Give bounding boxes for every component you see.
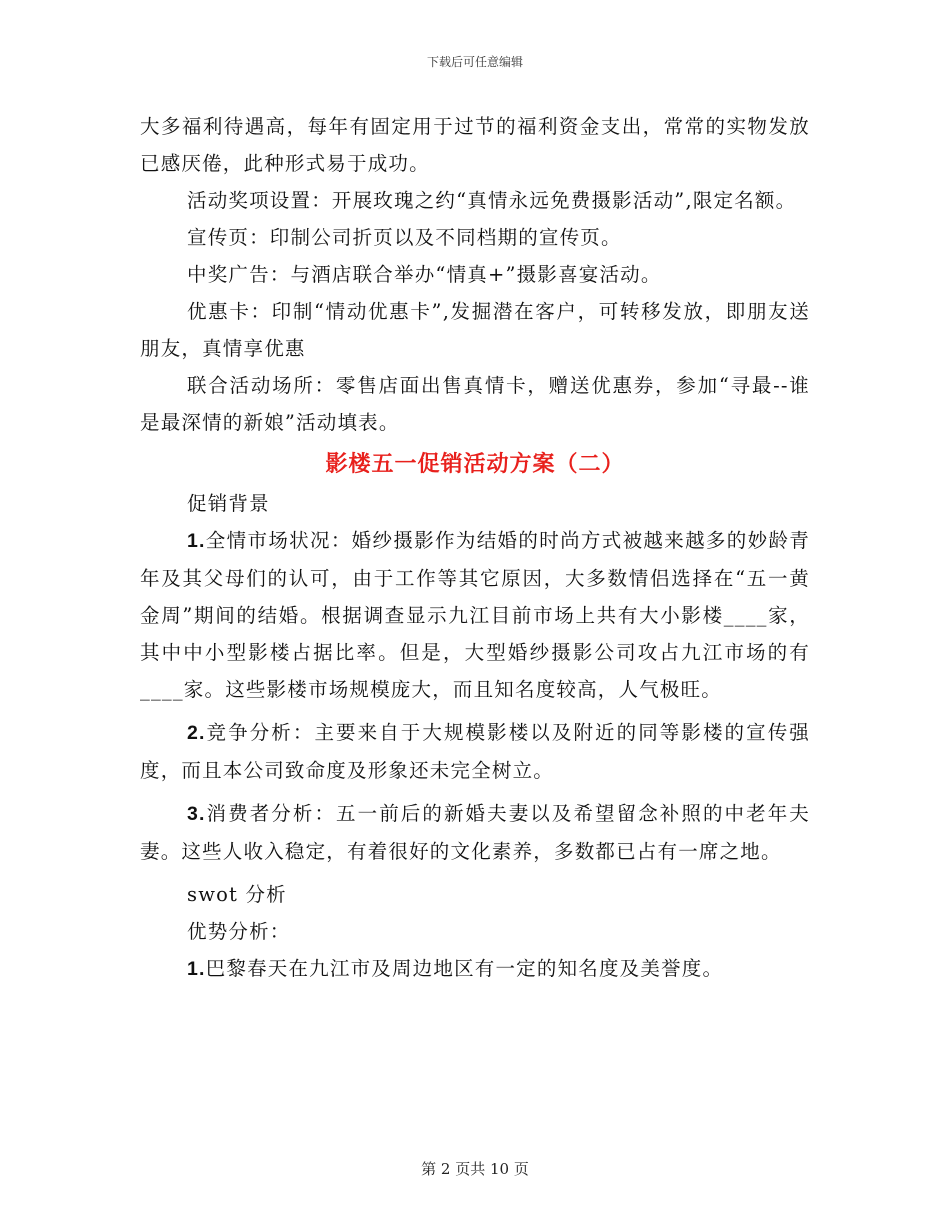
paragraph: 大多福利待遇高，每年有固定用于过节的福利资金支出，常常的实物发放已感厌倦，此种形式易于成功。 <box>140 115 810 175</box>
list-item <box>140 795 810 870</box>
item-number: 1. <box>187 958 206 980</box>
paragraph: 宣传页：印制公司折页以及不同档期的宣传页。 <box>187 226 622 249</box>
section-title: 影楼五一促销活动方案（二） <box>325 451 625 477</box>
paragraph: 联合活动场所：零售店面出售真情卡，赠送优惠券，参加“寻最--谁是最深情的新娘”活动填表。 <box>140 374 810 434</box>
paragraph: 中奖广告：与酒店联合举办“情真+”摄影喜宴活动。 <box>187 263 662 286</box>
item-text: 竞争分析：主要来自于大规模影楼以及附近的同等影楼的宣传强度，而且本公司致命度及形象还未完全树立。 <box>140 721 810 782</box>
item-text: 巴黎春天在九江市及周边地区有一定的知名度及美誉度。 <box>205 957 724 980</box>
list-item <box>140 950 810 988</box>
list-item <box>140 714 810 789</box>
item-text: 消费者分析：五一前后的新婚夫妻以及希望留念补照的中老年夫妻。这些人收入稳定，有着很好的文化素养，多数都已占有一席之地。 <box>140 802 810 863</box>
list-item <box>140 522 810 708</box>
background-heading: 促销背景 <box>187 492 270 515</box>
advantage-heading: 优势分析： <box>187 920 291 943</box>
swot-heading: swot 分析 <box>187 883 287 906</box>
item-number: 2. <box>187 722 206 744</box>
page-footer: 第 2 页共 10 页 <box>421 1160 529 1178</box>
paragraph: 优惠卡：印制“情动优惠卡”,发掘潜在客户，可转移发放，即朋友送朋友，真情享优惠 <box>140 300 810 360</box>
item-number: 1. <box>187 530 206 552</box>
page-header: 下载后可任意编辑 <box>426 55 523 69</box>
item-text: 全情市场状况：婚纱摄影作为结婚的时尚方式被越来越多的妙龄青年及其父母们的认可，由于工作等其它原因，大多数情侣选择在“五一黄金周”期间的结婚。根据调查显示九江目前市场上共有大小影楼____家，其中中小型影楼占据比率。但是，大型婚纱摄影公司攻占九江市场的有____家。这些影楼市场规模庞大，而且知名度较高，人气极旺。 <box>140 529 810 701</box>
item-number: 3. <box>187 803 206 825</box>
paragraph: 活动奖项设置：开展玫瑰之约“真情永远免费摄影活动”,限定名额。 <box>187 189 797 212</box>
document-body <box>140 108 810 988</box>
